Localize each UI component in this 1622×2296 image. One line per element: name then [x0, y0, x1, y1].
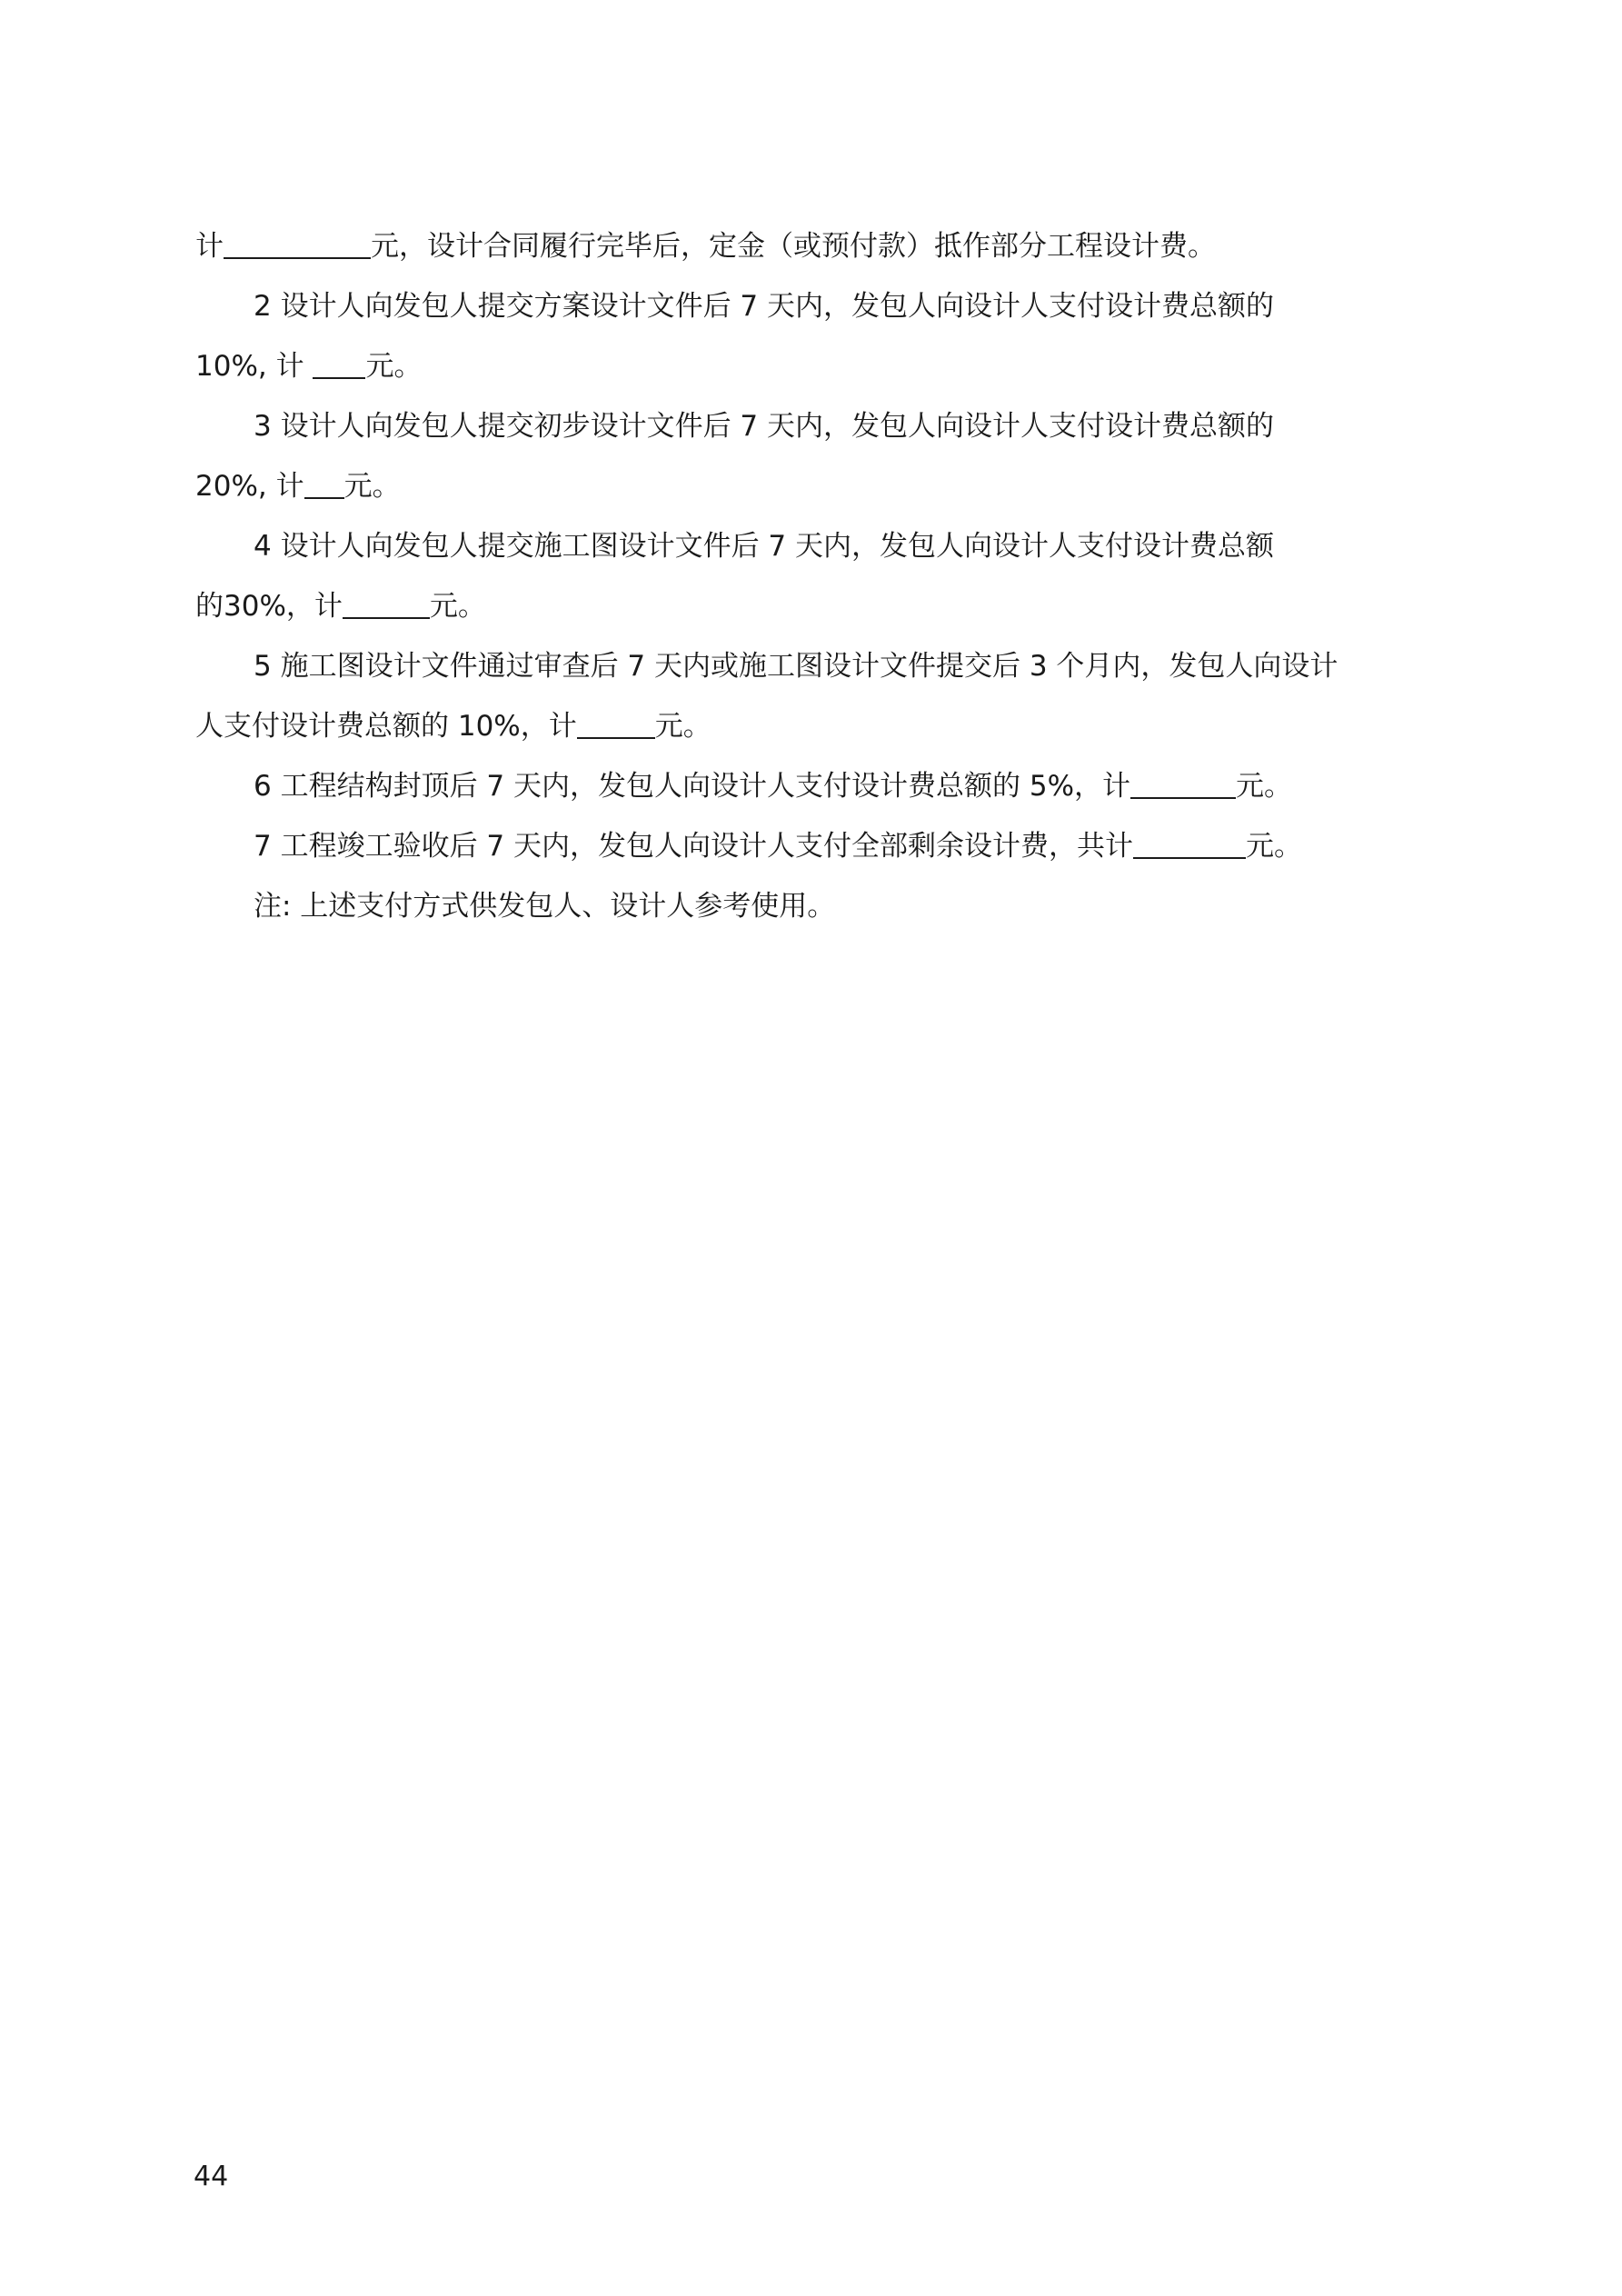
fill-in-blank	[577, 710, 655, 739]
paragraph-4-line-2	[195, 576, 1431, 636]
text-segment: 的30%，计	[195, 590, 343, 623]
document-body	[195, 216, 1431, 936]
fill-in-blank	[343, 590, 430, 619]
text-segment: 5 施工图设计文件通过审查后 7 天内或施工图设计文件提交后 3 个月内，发包人向设计	[254, 650, 1338, 683]
paragraph-3-line-1	[195, 396, 1431, 456]
text-segment: 元。	[654, 710, 711, 743]
paragraph-7	[195, 816, 1431, 876]
text-segment: 元。	[1236, 770, 1293, 803]
paragraph-2-line-1	[195, 276, 1431, 336]
text-segment: 元。	[1246, 830, 1303, 863]
fill-in-blank	[1133, 830, 1246, 859]
text-segment: 计	[195, 230, 224, 263]
note-text: 注: 上述支付方式供发包人、设计人参考使用。	[254, 890, 836, 923]
text-segment: 人支付设计费总额的 10%，计	[195, 710, 577, 743]
paragraph-1-continuation	[195, 216, 1431, 276]
paragraph-5-line-2	[195, 696, 1431, 756]
text-segment: 6 工程结构封顶后 7 天内，发包人向设计人支付设计费总额的 5%，计	[254, 770, 1131, 803]
text-segment: 4 设计人向发包人提交施工图设计文件后 7 天内，发包人向设计人支付设计费总额	[254, 530, 1275, 563]
text-segment: 元，设计合同履行完毕后，定金（或预付款）抵作部分工程设计费。	[371, 230, 1216, 263]
text-segment: 2 设计人向发包人提交方案设计文件后 7 天内，发包人向设计人支付设计费总额的	[254, 290, 1275, 323]
text-segment: 3 设计人向发包人提交初步设计文件后 7 天内，发包人向设计人支付设计费总额的	[254, 410, 1275, 443]
text-segment: 元。	[343, 470, 401, 503]
paragraph-3-line-2	[195, 456, 1431, 516]
text-segment: 元。	[429, 590, 486, 623]
text-segment: 7 工程竣工验收后 7 天内，发包人向设计人支付全部剩余设计费，共计	[254, 830, 1134, 863]
fill-in-blank	[313, 350, 365, 379]
paragraph-5-line-1	[195, 636, 1431, 696]
paragraph-2-line-2	[195, 336, 1431, 396]
text-segment: 10%, 计	[195, 350, 313, 383]
paragraph-6	[195, 756, 1431, 816]
paragraph-4-line-1	[195, 516, 1431, 576]
text-segment: 元。	[365, 350, 423, 383]
note-paragraph	[195, 876, 1431, 936]
text-segment: 20%, 计	[195, 470, 304, 503]
page-number: 44	[194, 2161, 229, 2192]
fill-in-blank	[304, 470, 344, 499]
fill-in-blank	[1130, 770, 1236, 799]
fill-in-blank	[224, 230, 371, 259]
